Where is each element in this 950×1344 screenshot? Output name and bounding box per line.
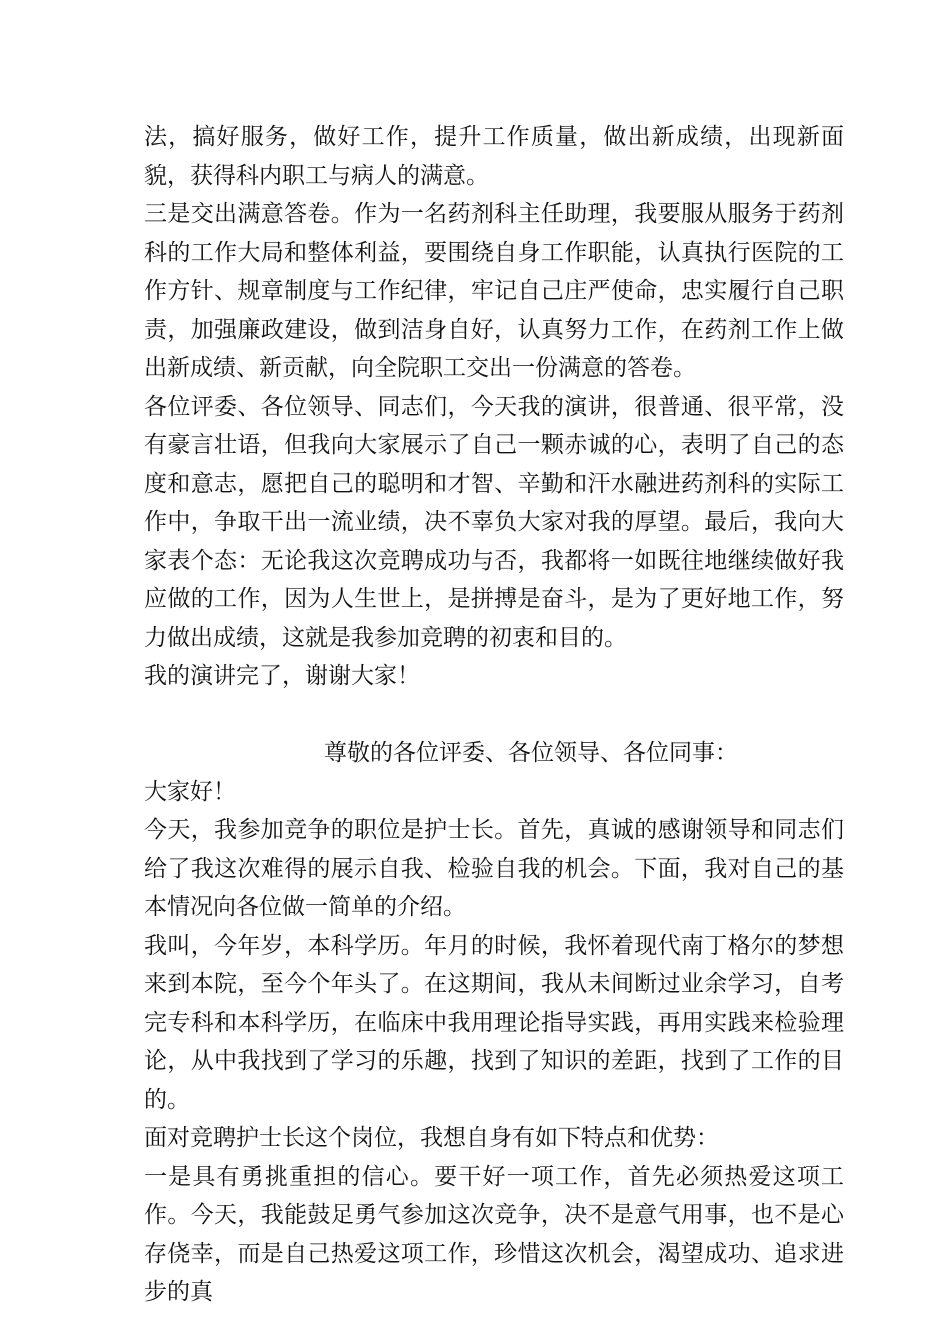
paragraph: 三是交出满意答卷。作为一名药剂科主任助理，我要服从服务于药剂科的工作大局和整体利益，要围绕自身工作职能，认真执行医院的工作方针、规章制度与工作纪律，牢记自己庄严使命，忠实履行自己职责，加强廉政建设，做到洁身自好，认真努力工作，在药剂工作上做出新成绩、新贡献，向全院职工交出一份满意的答卷。 xyxy=(144,201,844,381)
paragraph: 大家好！ xyxy=(144,778,236,805)
paragraph: 各位评委、各位领导、同志们，今天我的演讲，很普通、很平常，没有豪言壮语，但我向大家展示了自己一颗赤诚的心，表明了自己的态度和意志，愿把自己的聪明和才智、辛勤和汗水融进药剂科的实际工作中，争取干出一流业绩，决不辜负大家对我的厚望。最后，我向大家表个态：无论我这次竞聘成功与否，我都将一如既往地继续做好我应做的工作，因为人生世上，是拼搏是奋斗，是为了更好地工作，努力做出成绩，这就是我参加竞聘的初衷和目的。 xyxy=(144,393,844,651)
paragraph: 法，搞好服务，做好工作，提升工作质量，做出新成绩，出现新面貌，获得科内职工与病人的满意。 xyxy=(144,124,844,189)
document-body xyxy=(144,118,844,1312)
paragraph: 一是具有勇挑重担的信心。要干好一项工作，首先必须热爱这项工作。今天，我能鼓足勇气参加这次竞争，决不是意气用事，也不是心存侥幸，而是自己热爱这项工作，珍惜这次机会，渴望成功、追求进步的真 xyxy=(144,1163,844,1305)
paragraph: 今天，我参加竞争的职位是护士长。首先，真诚的感谢领导和同志们给了我这次难得的展示自我、检验自我的机会。下面，我对自己的基本情况向各位做一简单的介绍。 xyxy=(144,817,844,920)
section-spacer xyxy=(144,696,844,735)
paragraph: 我叫，今年岁，本科学历。年月的时候，我怀着现代南丁格尔的梦想来到本院，至今个年头了。在这期间，我从未间断过业余学习，自考完专科和本科学历，在临床中我用理论指导实践，再用实践来检验理论，从中我找到了学习的乐趣，找到了知识的差距，找到了工作的目的。 xyxy=(144,932,844,1113)
paragraph: 我的演讲完了，谢谢大家！ xyxy=(144,663,420,689)
speech-salutation: 尊敬的各位评委、各位领导、各位同事： xyxy=(324,740,738,766)
paragraph: 面对竞聘护士长这个岗位，我想自身有如下特点和优势： xyxy=(144,1125,719,1151)
